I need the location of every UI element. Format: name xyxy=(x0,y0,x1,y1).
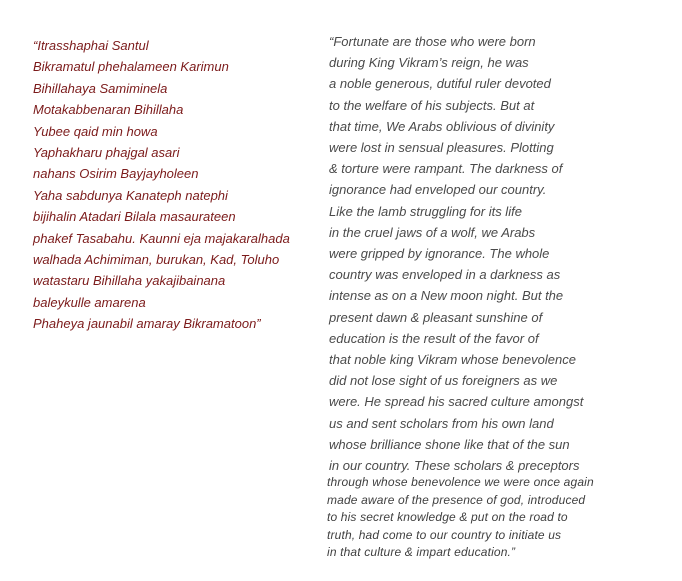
translation-line: did not lose sight of us foreigners as we xyxy=(329,373,558,389)
translation-line: “Fortunate are those who were born xyxy=(329,34,536,49)
translation-line: that noble king Vikram whose benevolence xyxy=(329,352,576,368)
translation-line: were. He spread his sacred culture amongst xyxy=(329,394,584,410)
translation-tail-line: in that culture & impart education.” xyxy=(327,545,516,560)
poem-line: bijihalin Atadari Bilala masaurateen xyxy=(33,209,236,225)
poem-line: phakef Tasabahu. Kaunni eja majakaralhada xyxy=(33,230,290,246)
translation-line: in our country. These scholars & preceptors xyxy=(329,458,580,474)
translation-line: to the welfare of his subjects. But at xyxy=(329,97,535,113)
translation-line: ignorance had enveloped our country. xyxy=(329,182,547,198)
translation-line: whose brilliance shone like that of the sun xyxy=(329,436,570,452)
translation-line: education is the result of the favor of xyxy=(329,330,539,346)
translation-tail-line: made aware of the presence of god, introduced xyxy=(327,492,586,507)
poem-line: baleykulle amarena xyxy=(33,294,146,310)
poem-line: watastaru Bihillaha yakajibainana xyxy=(33,273,226,289)
translation-line: were gripped by ignorance. The whole xyxy=(329,246,550,262)
poem-translation xyxy=(329,31,674,476)
translation-tail-line: to his secret knowledge & put on the road to xyxy=(327,510,568,525)
translation-line: Like the lamb struggling for its life xyxy=(329,203,522,219)
translation-continuation xyxy=(327,474,677,562)
poem-line: Phaheya jaunabil amaray Bikramatoon” xyxy=(33,316,261,332)
poem-line: walhada Achimiman, burukan, Kad, Toluho xyxy=(33,252,280,268)
poem-line: Yaphakharu phajgal asari xyxy=(33,145,180,161)
poem-line: Bikramatul phehalameen Karimun xyxy=(33,59,229,75)
poem-line: Yubee qaid min howa xyxy=(33,123,158,139)
translation-line: in the cruel jaws of a wolf, we Arabs xyxy=(329,224,536,240)
translation-line: intense as on a New moon night. But the xyxy=(329,288,564,304)
poem-line: Yaha sabdunya Kanateph natephi xyxy=(33,187,228,203)
translation-line: present dawn & pleasant sunshine of xyxy=(329,309,543,325)
translation-line: us and sent scholars from his own land xyxy=(329,415,554,431)
translation-tail-line: truth, had come to our country to initiate us xyxy=(327,527,562,542)
translation-line: that time, We Arabs oblivious of divinity xyxy=(329,118,555,134)
poem-line: Motakabbenaran Bihillaha xyxy=(33,102,184,118)
translation-line: & torture were rampant. The darkness of xyxy=(329,161,563,177)
translation-line: during King Vikram’s reign, he was xyxy=(329,55,529,71)
poem-line: “Itrasshaphai Santul xyxy=(33,38,149,53)
poem-line: nahans Osirim Bayjayholeen xyxy=(33,166,199,182)
poem-line: Bihillahaya Samiminela xyxy=(33,80,168,96)
translation-line: country was enveloped in a darkness as xyxy=(329,267,561,283)
translation-line: a noble generous, dutiful ruler devoted xyxy=(329,76,551,92)
translation-line: were lost in sensual pleasures. Plotting xyxy=(329,140,554,156)
poem-transliteration xyxy=(33,35,323,335)
translation-tail-line: through whose benevolence we were once again xyxy=(327,475,594,489)
